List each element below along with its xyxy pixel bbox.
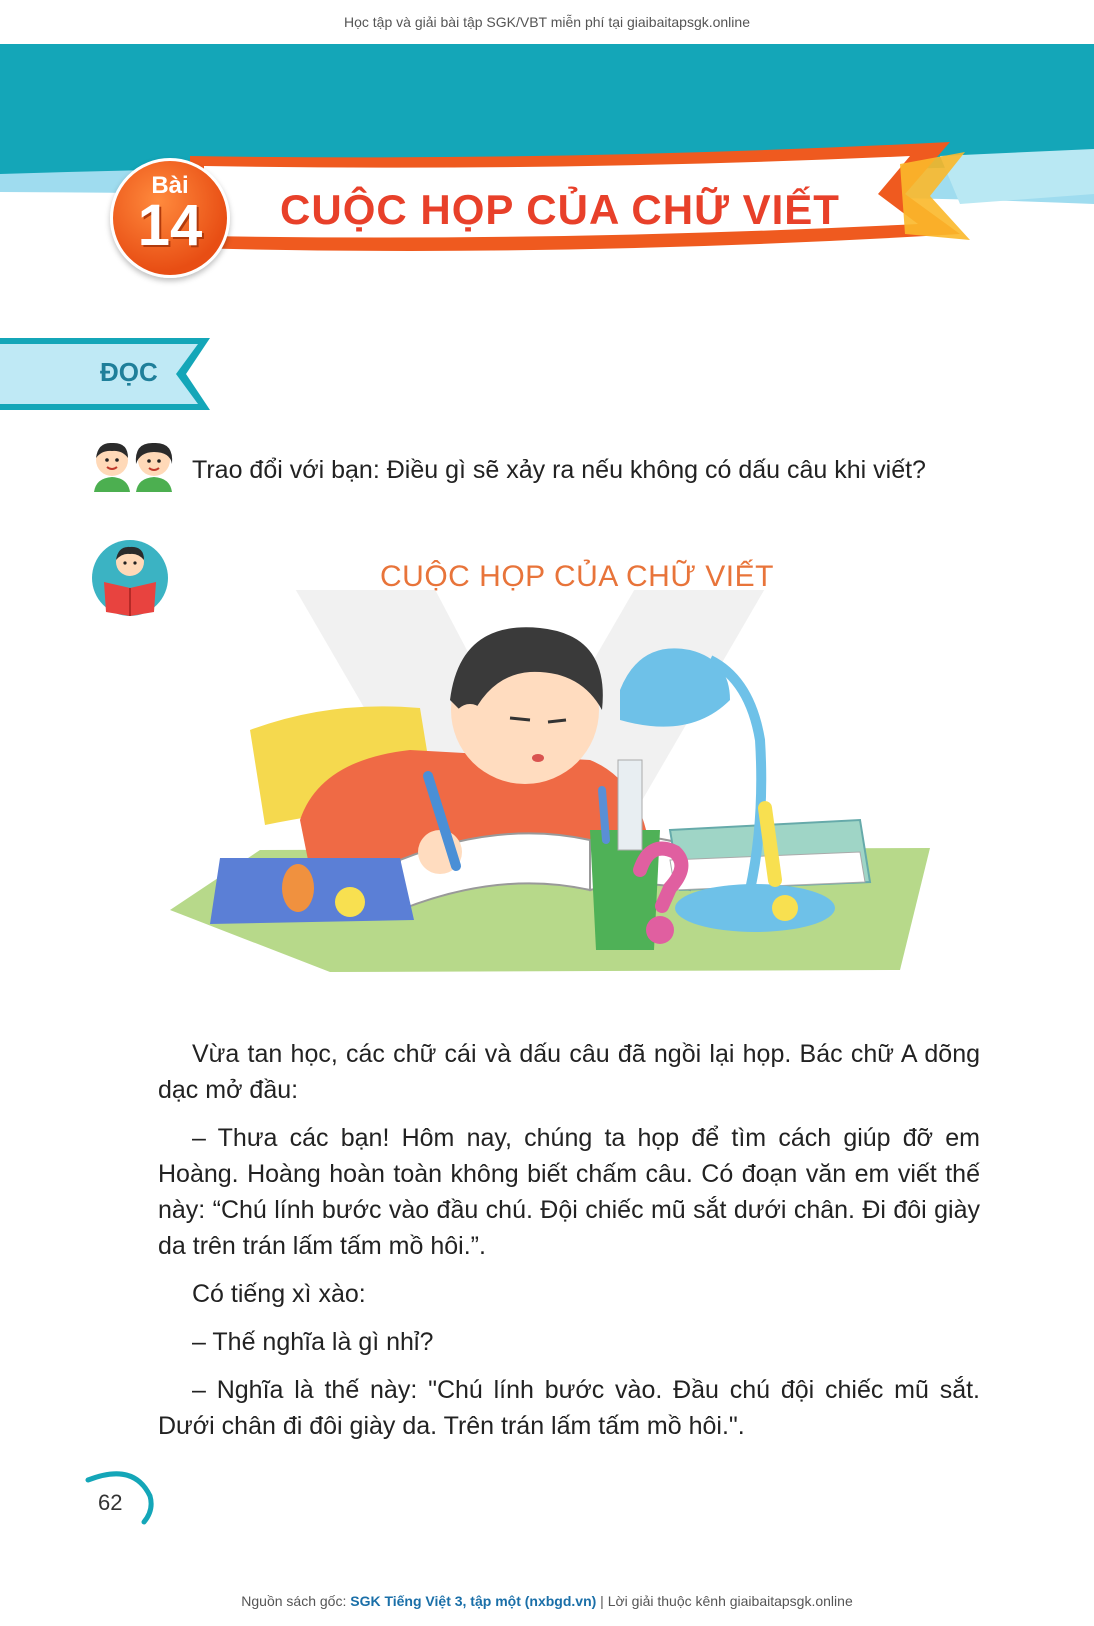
footer-source-link[interactable]: SGK Tiếng Việt 3, tập một (nxbgd.vn) xyxy=(350,1593,597,1609)
story-paragraph: Vừa tan học, các chữ cái và dấu câu đã ngồi lại họp. Bác chữ A dõng dạc mở đầu: xyxy=(158,1040,980,1104)
footer-prefix: Nguồn sách gốc: xyxy=(241,1593,351,1609)
lesson-word: Bài xyxy=(151,172,189,199)
lesson-number: 14 xyxy=(137,193,203,258)
story-paragraph: – Thưa các bạn! Hôm nay, chúng ta họp để tìm cách giúp đỡ em Hoàng. Hoàng hoàn toàn không biết chấm câu. Có đoạn văn em viết thế này: “Chú lính bước vào đầu chú. Đội chiếc mũ sắt dưới chân. Đi đôi giày da trên trán lấm tấm mồ hôi.”. xyxy=(158,1124,980,1260)
footer xyxy=(0,1593,1094,1609)
lesson-title: CUỘC HỌP CỦA CHỮ VIẾT xyxy=(280,186,840,233)
boy-writing-illustration xyxy=(170,590,960,1020)
lesson-badge xyxy=(110,158,228,276)
two-kids-icon xyxy=(88,440,180,492)
page-number-arc xyxy=(84,1466,164,1526)
footer-suffix: | Lời giải thuộc kênh giaibaitapsgk.online xyxy=(596,1593,853,1609)
discussion-prompt: Trao đổi với bạn: Điều gì sẽ xảy ra nếu không có dấu câu khi viết? xyxy=(192,456,926,484)
section-label: ĐỌC xyxy=(100,357,158,387)
reading-kid-icon xyxy=(88,538,172,616)
story-title: CUỘC HỌP CỦA CHỮ VIẾT xyxy=(380,560,774,593)
story-paragraph: Có tiếng xì xào: xyxy=(192,1280,366,1308)
page-number: 62 xyxy=(98,1490,123,1515)
story-paragraph: – Thế nghĩa là gì nhỉ? xyxy=(192,1328,434,1356)
header-note: Học tập và giải bài tập SGK/VBT miễn phí tại giaibaitapsgk.online xyxy=(344,14,750,30)
story-paragraph: – Nghĩa là thế này: "Chú lính bước vào. Đầu chú đội chiếc mũ sắt. Dưới chân đi đôi giày da. Trên trán lấm tấm mồ hôi.". xyxy=(158,1376,980,1440)
story-text xyxy=(158,1036,980,1456)
